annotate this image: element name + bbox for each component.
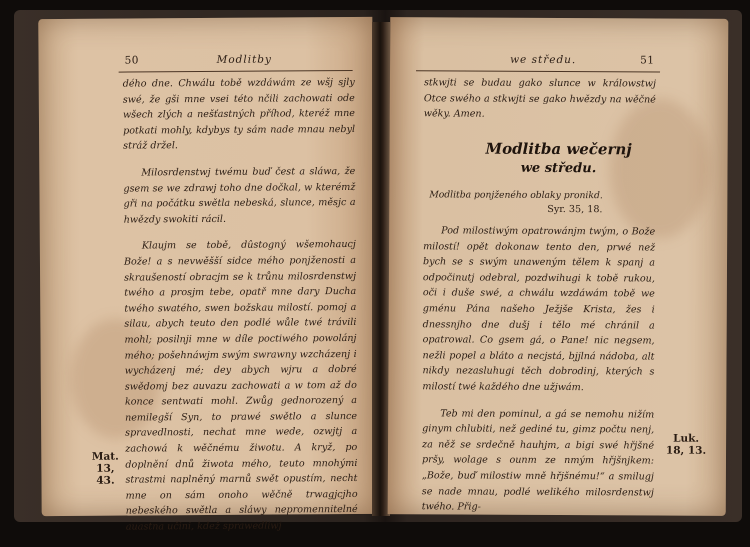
paragraph: Milosrdenstwj twému buď čest a sláwa, že gsem se we zdrawj toho dne dočkal, w kterémž gři na počátku swětla nebeská, slunce, měsjc a hwězdy swokiti rácil. (123, 165, 356, 226)
left-page-body (123, 75, 358, 546)
margin-reference-line: Mat. (91, 450, 119, 463)
right-page-header (390, 53, 728, 69)
running-title: Modlitby (216, 53, 272, 66)
paragraph: stkwjti se budau gako slunce w králowstwj Otce swého a stkwjti se gako hwězdy na wěčné wěky. Amen. (423, 77, 656, 120)
header-rule (119, 70, 353, 73)
right-page-intro (424, 75, 656, 134)
margin-reference (664, 433, 708, 457)
left-page (38, 17, 375, 533)
right-page (388, 17, 729, 516)
right-page-body (422, 223, 656, 527)
paragraph: dého dne. Chwálu tobě wzdáwám ze wšj sjly swé, že gši mne vsei této nčili zachowati ode wšech zlých a nešťastných příhod, kteréž mne potkati mohly, kdybys ty sám nade mnau nebyl stráž držel. (122, 76, 356, 152)
paragraph: Pod milostiwým opatrowánjm twým, o Bože milostí! opět dokonaw tento den, prwé než bych se s swým unaweným tělem k spanj a odpočinutj odebral, pozdwihugi k tobě rukou, oči i duše swé, a chwálu wzdáwám tobě we gménu Pána našeho Ježjše Krista, žes i dnessnjho dne dušj i tělo mé chránil a opatrowal. Co gsem gá, o Pane! nic negsem, nežli popel a bláto a necjstá, bjjlná nádoba, alt nikdy nezasluhugi těch dobrodinj, kterých s milostí twé každého dne užjwám. (422, 225, 656, 394)
scripture-reference: Syr. 35, 18. (547, 203, 603, 216)
page-number: 50 (124, 54, 139, 67)
header-rule (416, 70, 660, 72)
paragraph: Klaujm se tobě, dûstogný wšemohaucj Bože! a s nevwěšší sidce mého ponjženosti a skraušeností obracjm se k trůnu milosrdenstwj twého a prosjm tebe, opatř mne dary Ducha twého swatého, swen božskau milostí. pomoj a silau, abych teuto den podlé wůle twé trávili mohl; posilnji mne w díle poctiwého powolánj mého; pošehnáwjm swým swrawny wzcházenj i wycházenj mé; dey abych wjru a dobré swědomj bez auvazu zachowati a w tom až do konce sentwati mohl. Zwůg gednorozený a nemilegší Syn, to prawé swětlo a slunce spravedlnosti, nechat mne wede, ozwjtj a zachowá k wěčnému žiwotu. A kryž, po doplnění dnů žiwota mého, teuto mnohými strastmi naplněný marnů swět opustím, necht mne on sám onoho wěčně trwagjcjho nebeského swětla a sláwy nepromennitelné auastna učini, kdež sprawedliwj (123, 239, 358, 533)
margin-reference-line: 13, 43. (96, 462, 115, 487)
prayer-heading: Modlitba wečernj (485, 139, 632, 159)
page-number: 51 (640, 54, 655, 67)
margin-reference-line: Luk. (673, 432, 700, 445)
paragraph: Teb mi den pominul, a gá se nemohu nižím ginym chlubiti, než gediné tu, gimz počtu nenj, za něž se srdečně hauhjm, a bigi swé hřjšné pršy, wolage s ounm ze nmým hřjšnjkem: „Bože, buď milostiw mně hřjšnému!“ a smilugj se nade mnau, podlé welikého milosrdenstwj twého. Přig- (421, 407, 655, 513)
running-title: we středu. (510, 53, 577, 67)
prayer-subheading: Modlitba ponjženého oblaky pronikd. (429, 189, 603, 202)
prayer-heading-day: we středu. (520, 160, 597, 177)
margin-reference (85, 451, 125, 487)
left-page-header (39, 53, 373, 69)
margin-reference-line: 18, 13. (665, 444, 707, 457)
